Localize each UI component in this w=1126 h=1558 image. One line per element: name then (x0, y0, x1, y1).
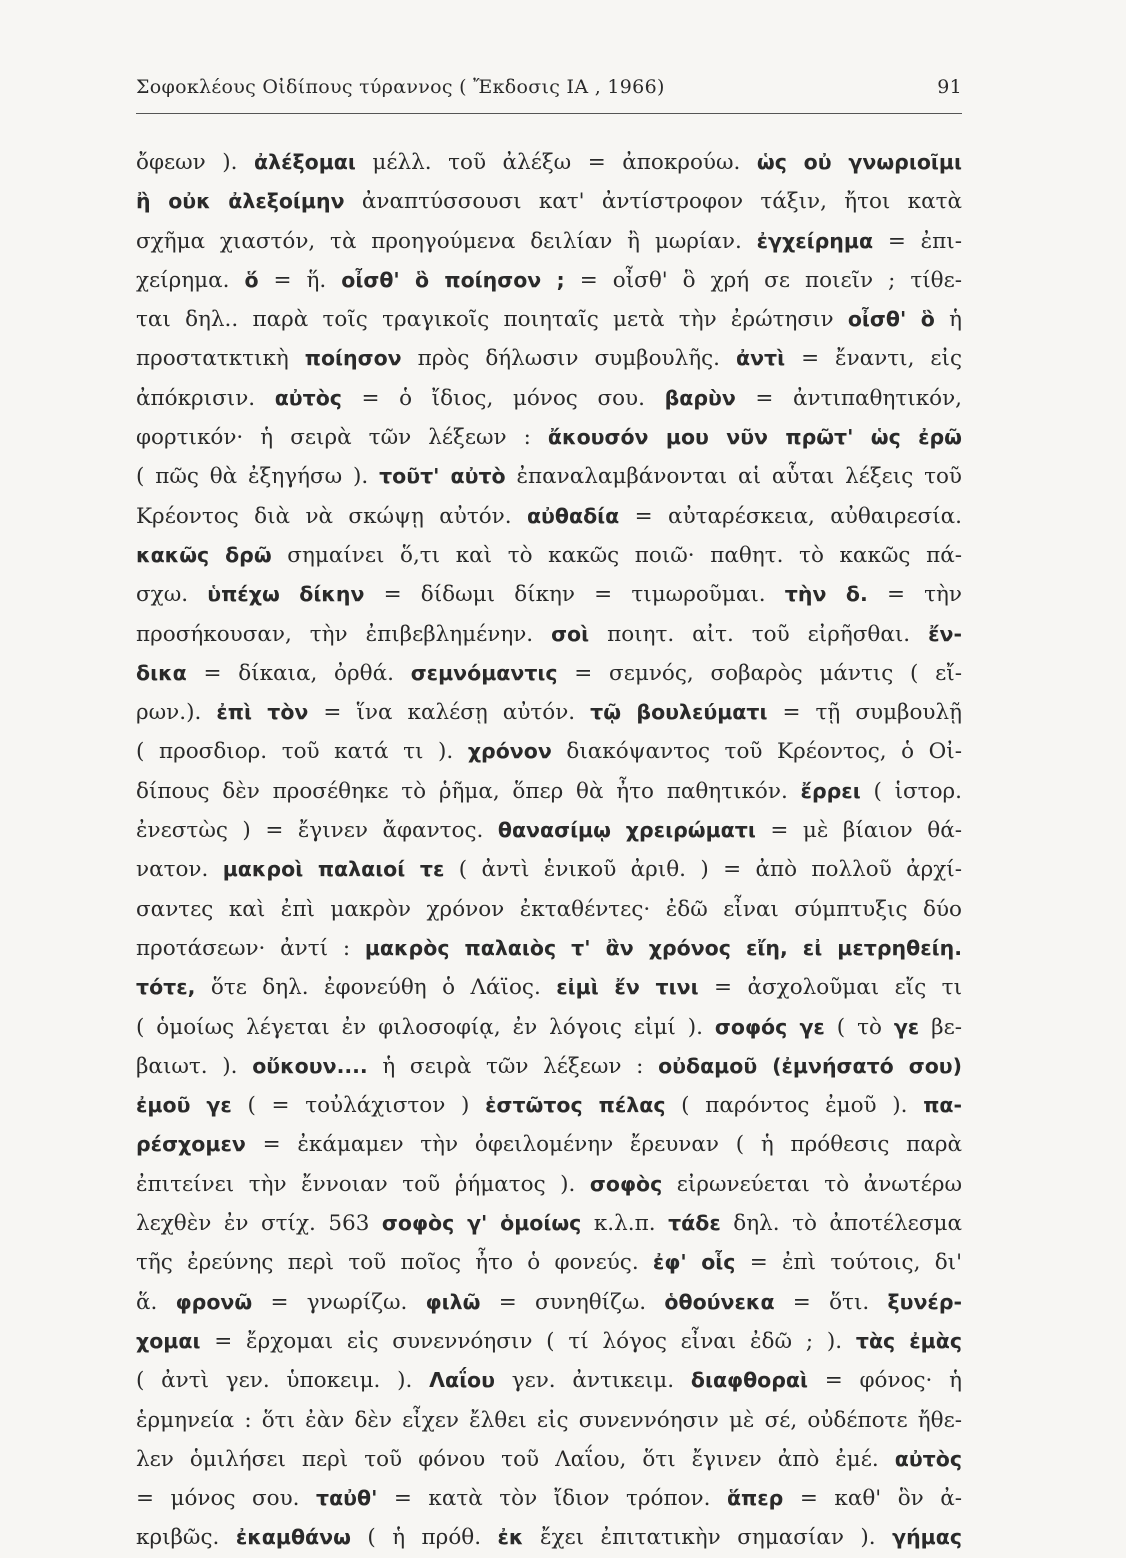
text-line (136, 1322, 962, 1361)
lemma-term: οὐδαμοῦ (ἐμνήσατό σου) (658, 1053, 962, 1078)
gloss-text: = ἐπι- (873, 228, 962, 254)
text-line (136, 1518, 962, 1557)
gloss-text: χείρημα. (136, 267, 245, 293)
lemma-term: αὐτὸς (274, 385, 342, 410)
gloss-text: βε- (919, 1014, 962, 1040)
gloss-text: ται δηλ.. παρὰ τοῖς τραγικοῖς ποιηταῖς μετὰ τὴν ἐρώτησιν (136, 307, 848, 333)
running-title: Σοφοκλέους Οἰδίπους τύραννος ( Ἔκδοσις ΙΑ , 1966) (136, 76, 665, 98)
lemma-term: οἶσθ' ὃ (847, 307, 935, 332)
lemma-term: τάδε (668, 1211, 721, 1236)
text-line (136, 379, 962, 418)
gloss-text: ( ὁμοίως λέγεται ἐν φιλοσοφίᾳ, ἐν λόγοις εἰμί ). (136, 1014, 715, 1040)
gloss-text: = ἔναντι, εἰς (785, 346, 962, 372)
lemma-term: μακρὸς παλαιὸς τ' ἂν χρόνος εἴη, εἰ μετρηθείη. (364, 935, 962, 960)
lemma-term: ὅ (244, 267, 259, 292)
gloss-text: ἡ σειρὰ τῶν λέξεων : (367, 1053, 659, 1079)
text-line (136, 890, 962, 929)
gloss-text: προτάσεων· ἀντί : (136, 935, 365, 961)
lemma-term: ἄκουσόν μου νῦν πρῶτ' ὡς ἐρῶ (547, 425, 962, 450)
gloss-text: = ἀντιπαθητικόν, (735, 385, 962, 411)
gloss-text: σχω. (136, 582, 208, 608)
lemma-term: κακῶς δρῶ (136, 542, 272, 567)
gloss-text: προστατκτικὴ (136, 346, 305, 372)
gloss-text: ( παρόντος ἐμοῦ ). (665, 1093, 924, 1119)
lemma-term: ξυνέρ- (887, 1289, 962, 1314)
gloss-text: ὅτε δηλ. ἐφονεύθη ὁ Λάϊος. (195, 975, 557, 1001)
text-line (136, 732, 962, 771)
lemma-term: ἐκ (497, 1525, 524, 1550)
gloss-text: = ἵνα καλέσῃ αὐτόν. (308, 700, 591, 726)
text-line (136, 1086, 962, 1125)
gloss-text: ἐπαναλαμβάνονται αἱ αὗται λέξεις τοῦ (505, 464, 962, 490)
lemma-term: Λαΐου (429, 1368, 495, 1393)
lemma-term: ἐγχείρημα (756, 228, 874, 253)
text-line (136, 929, 962, 968)
text-line (136, 1440, 962, 1479)
gloss-text: βαιωτ. ). (136, 1053, 253, 1079)
gloss-text: = ὅτι. (774, 1289, 888, 1315)
lemma-term: σοφός γε (714, 1014, 825, 1039)
lemma-term: ἐκαμθάνω (235, 1525, 351, 1550)
gloss-text: ( τὸ (824, 1014, 894, 1040)
text-line (136, 1165, 962, 1204)
gloss-text: ( προσδιορ. τοῦ κατά τι ). (136, 739, 468, 765)
text-line (136, 457, 962, 496)
gloss-text: = ἐκάμαμεν τὴν ὀφειλομένην ἔρευναν ( ἡ πρόθεσις παρὰ (245, 1132, 962, 1158)
lemma-term: σεμνόμαντις (410, 660, 558, 685)
text-line (136, 1243, 962, 1282)
text-line (136, 1361, 962, 1400)
gloss-text: = μὲ βίαιον θά- (755, 818, 962, 844)
text-line (136, 1008, 962, 1047)
text-line (136, 418, 962, 457)
lemma-term: ἀλέξομαι (254, 150, 356, 174)
gloss-text: ( ἀντὶ ἑνικοῦ ἀριθ. ) = ἀπὸ πολλοῦ ἀρχί- (444, 857, 962, 883)
text-line (136, 1401, 962, 1440)
gloss-text: ὄφεων ). (136, 150, 255, 175)
lemma-term: ταὐθ' (316, 1486, 378, 1511)
lemma-term: σοὶ (551, 621, 590, 646)
lemma-term: ἐφ' οἷς (652, 1250, 736, 1275)
lemma-term: ποίησον (304, 346, 402, 371)
text-line (136, 182, 962, 221)
gloss-text: ἐπιτείνει τὴν ἔννοιαν τοῦ ῥήματος ). (136, 1171, 590, 1197)
gloss-text: λεν ὁμιλήσει περὶ τοῦ φόνου τοῦ Λαΐου, ὅτι ἔγινεν ἀπὸ ἐμέ. (136, 1446, 895, 1472)
gloss-text: = κατὰ τὸν ἴδιον τρόπον. (377, 1486, 727, 1512)
lemma-term: ὡς οὐ γνωριοῖμι (756, 150, 962, 174)
page-number: 91 (937, 76, 962, 98)
text-line (136, 222, 962, 261)
text-line (136, 615, 962, 654)
text-line (136, 654, 962, 693)
text-line (136, 850, 962, 889)
text-line (136, 1283, 962, 1322)
lemma-term: διαφθοραὶ (690, 1368, 808, 1393)
gloss-text: ἑρμηνεία : ὅτι ἐὰν δὲν εἶχεν ἔλθει εἰς συνεννόησιν μὲ σέ, οὐδέποτε ἤθε- (136, 1407, 962, 1433)
gloss-text: = ἀσχολοῦμαι εἴς τι (698, 975, 962, 1001)
lemma-term: τὰς ἐμὰς (855, 1328, 962, 1353)
text-line (136, 261, 962, 300)
gloss-text: = οἶσθ' ὃ χρή σε ποιεῖν ; τίθε- (564, 267, 962, 293)
gloss-text: = τὴν (867, 582, 962, 608)
gloss-text: ἐνεστὼς ) = ἔγινεν ἄφαντος. (136, 818, 498, 844)
text-line (136, 1204, 962, 1243)
text-line (136, 1047, 962, 1086)
gloss-text: μέλλ. τοῦ ἀλέξω = ἀποκρούω. (355, 150, 757, 175)
gloss-text: ἡ (934, 307, 962, 333)
gloss-text: = ἥ. (258, 267, 342, 293)
gloss-text: κριβῶς. (136, 1525, 236, 1551)
gloss-text: σαντες καὶ ἐπὶ μακρὸν χρόνον ἐκταθέντες· ἐδῶ εἶναι σύμπτυξις δύο (136, 896, 962, 922)
lemma-term: ἐπὶ τὸν (216, 700, 309, 725)
gloss-text: = τῇ συμβουλῇ (767, 700, 962, 726)
lemma-term: τοῦτ' αὐτὸ (379, 464, 506, 489)
lemma-term: εἰμὶ ἔν τινι (556, 975, 699, 1000)
text-line (136, 497, 962, 536)
gloss-text: = γνωρίζω. (252, 1289, 426, 1315)
gloss-text: πρὸς δήλωσιν συμβουλῆς. (401, 346, 736, 372)
gloss-text: ( πῶς θὰ ἐξηγήσω ). (136, 464, 380, 490)
lemma-term: χρόνον (467, 739, 552, 764)
gloss-text: = δίκαια, ὀρθά. (186, 660, 411, 686)
lemma-term: τότε, (136, 975, 196, 1000)
lemma-term: βαρὺν (664, 385, 736, 410)
gloss-text: διακόψαντος τοῦ Κρέοντος, ὁ Οἰ- (551, 739, 962, 765)
lemma-term: τὴν δ. (784, 582, 868, 607)
lemma-term: αὐθαδία (526, 503, 620, 528)
gloss-text: ἔχει ἐπιτατικὴν σημασίαν ). (523, 1525, 893, 1551)
gloss-text: ἀπόκρισιν. (136, 385, 275, 411)
gloss-text: = συνηθίζω. (480, 1289, 665, 1315)
gloss-text: = σεμνός, σοβαρὸς μάντις ( εἴ- (557, 660, 962, 686)
gloss-text: = ἐπὶ τούτοις, δι' (735, 1250, 962, 1276)
lemma-term: σοφὸς γ' ὁμοίως (381, 1211, 582, 1236)
gloss-text: σημαίνει ὅ,τι καὶ τὸ κακῶς ποιῶ· παθητ. τὸ κακῶς πά- (271, 542, 962, 568)
gloss-text: ἅ. (136, 1289, 176, 1315)
lemma-term: μακροὶ παλαιοί τε (222, 857, 445, 882)
gloss-text: σχῆμα χιαστόν, τὰ προηγούμενα δειλίαν ἢ μωρίαν. (136, 228, 757, 254)
lemma-term: χομαι (136, 1328, 201, 1353)
lemma-term: γε (893, 1014, 920, 1039)
text-line (136, 339, 962, 378)
lemma-term: ρέσχομεν (136, 1132, 246, 1157)
lemma-term: ὑπέχω δίκην (207, 582, 365, 607)
gloss-text: Κρέοντος διὰ νὰ σκώψῃ αὐτόν. (136, 503, 527, 529)
gloss-text: φορτικόν· ἡ σειρὰ τῶν λέξεων : (136, 425, 548, 451)
lemma-term: θανασίμῳ χρειρώματι (497, 818, 756, 843)
lemma-term: φιλῶ (425, 1289, 481, 1314)
text-line (136, 772, 962, 811)
gloss-text: εἰρωνεύεται τὸ ἀνωτέρω (662, 1171, 962, 1197)
gloss-text: = δίδωμι δίκην = τιμωροῦμαι. (364, 582, 785, 608)
gloss-text: προσήκουσαν, τὴν ἐπιβεβλημένην. (136, 621, 552, 647)
lemma-term: ὁθούνεκα (664, 1289, 775, 1314)
gloss-text: = φόνος· ἡ (807, 1368, 962, 1394)
gloss-text: ἀναπτύσσουσι κατ' ἀντίστροφον τάξιν, ἤτοι κατὰ (344, 189, 962, 215)
gloss-text: ( ἡ πρόθ. (350, 1525, 498, 1551)
gloss-text: = αὐταρέσκεια, αὐθαιρεσία. (619, 503, 962, 529)
header-rule (136, 113, 962, 114)
gloss-text: = ὁ ἴδιος, μόνος σου. (341, 385, 665, 411)
text-line (136, 536, 962, 575)
lemma-term: ἢ οὐκ ἀλεξοίμην (136, 189, 345, 214)
lemma-term: ἅπερ (726, 1486, 784, 1511)
text-line (136, 1125, 962, 1164)
gloss-text: κ.λ.π. (581, 1211, 669, 1237)
text-line (136, 575, 962, 614)
gloss-text: ( = τοὐλάχιστον ) (231, 1093, 486, 1119)
text-line (136, 811, 962, 850)
commentary-body (136, 143, 962, 1558)
gloss-text: ποιητ. αἰτ. τοῦ εἰρῆσθαι. (589, 621, 929, 647)
gloss-text: ρων.). (136, 700, 217, 726)
gloss-text: γεν. ἀντικειμ. (495, 1368, 691, 1394)
lemma-term: φρονῶ (175, 1289, 253, 1314)
lemma-term: ἀντὶ (735, 346, 786, 371)
lemma-term: γήμας (892, 1525, 962, 1550)
gloss-text: δίπους δὲν προσέθηκε τὸ ῥῆμα, ὅπερ θὰ ἦτο παθητικόν. (136, 778, 801, 804)
gloss-text: ( ἱστορ. (860, 778, 962, 804)
gloss-text: νατον. (136, 857, 223, 883)
text-line (136, 968, 962, 1007)
gloss-text: ( ἀντὶ γεν. ὑποκειμ. ). (136, 1368, 430, 1394)
gloss-text: λεχθὲν ἐν στίχ. 563 (136, 1211, 382, 1237)
lemma-term: ἐμοῦ γε (136, 1093, 232, 1118)
lemma-term: δικα (136, 660, 187, 685)
lemma-term: πα- (923, 1093, 962, 1118)
page-header (136, 70, 962, 104)
text-line (136, 693, 962, 732)
lemma-term: οὔκουν.... (252, 1053, 368, 1078)
gloss-text: δηλ. τὸ ἀποτέλεσμα (720, 1211, 962, 1237)
lemma-term: ἔρρει (800, 778, 861, 803)
gloss-text: τῆς ἐρεύνης περὶ τοῦ ποῖος ἦτο ὁ φονεύς. (136, 1250, 653, 1276)
lemma-term: ἑστῶτος πέλας (485, 1093, 666, 1118)
lemma-term: τῷ βουλεύματι (590, 700, 768, 725)
gloss-text: = μόνος σου. (136, 1486, 317, 1512)
text-line (136, 300, 962, 339)
text-line (136, 1479, 962, 1518)
gloss-text: = ἔρχομαι εἰς συνεννόησιν ( τί λόγος εἶναι ἐδῶ ; ). (200, 1328, 856, 1354)
text-line (136, 143, 962, 182)
lemma-term: οἶσθ' ὃ ποίησον ; (341, 267, 565, 292)
lemma-term: ἔν- (928, 621, 962, 646)
gloss-text: = καθ' ὃν ἀ- (783, 1486, 962, 1512)
lemma-term: αὐτὸς (894, 1446, 962, 1471)
lemma-term: σοφὸς (589, 1171, 663, 1196)
